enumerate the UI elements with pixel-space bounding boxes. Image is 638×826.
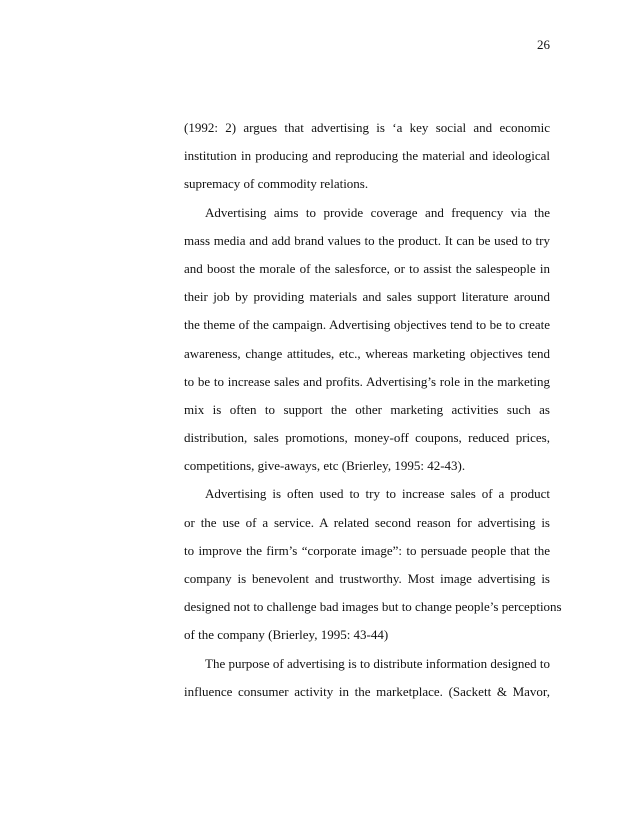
text-line: Advertising aims to provide coverage and frequency via the bbox=[205, 204, 550, 220]
text-line: influence consumer activity in the marketplace. (Sackett & Mavor, bbox=[184, 683, 550, 699]
body-text bbox=[184, 114, 562, 706]
text-line: awareness, change attitudes, etc., whereas marketing objectives tend bbox=[184, 345, 550, 361]
text-line: mass media and add brand values to the product. It can be used to try bbox=[184, 232, 550, 248]
text-line: to be to increase sales and profits. Advertising’s role in the marketing bbox=[184, 373, 550, 389]
text-line: designed not to challenge bad images but to change people’s perceptions bbox=[184, 599, 562, 615]
text-line: (1992: 2) argues that advertising is ‘a key social and economic bbox=[184, 120, 550, 135]
text-line: Advertising is often used to try to increase sales of a product bbox=[205, 486, 550, 502]
page-number: 26 bbox=[537, 37, 550, 52]
text-line: their job by providing materials and sales support literature around bbox=[184, 289, 550, 305]
text-line: and boost the morale of the salesforce, or to assist the salespeople in bbox=[184, 260, 550, 276]
text-line: distribution, sales promotions, money-off coupons, reduced prices, bbox=[184, 430, 550, 446]
text-line: mix is often to support the other marketing activities such as bbox=[184, 401, 550, 417]
text-line: of the company (Brierley, 1995: 43-44) bbox=[184, 627, 389, 643]
text-line: company is benevolent and trustworthy. Most image advertising is bbox=[184, 571, 550, 586]
text-line: competitions, give-aways, etc (Brierley, 1995: 42-43). bbox=[184, 458, 466, 474]
text-line: The purpose of advertising is to distribute information designed to bbox=[205, 655, 550, 671]
text-line: the theme of the campaign. Advertising objectives tend to be to create bbox=[184, 317, 550, 333]
text-line: or the use of a service. A related second reason for advertising is bbox=[184, 514, 550, 530]
text-line: to improve the firm’s “corporate image”: to persuade people that the bbox=[184, 542, 550, 558]
text-line: institution in producing and reproducing the material and ideological bbox=[184, 148, 550, 164]
text-line: supremacy of commodity relations. bbox=[184, 176, 369, 192]
